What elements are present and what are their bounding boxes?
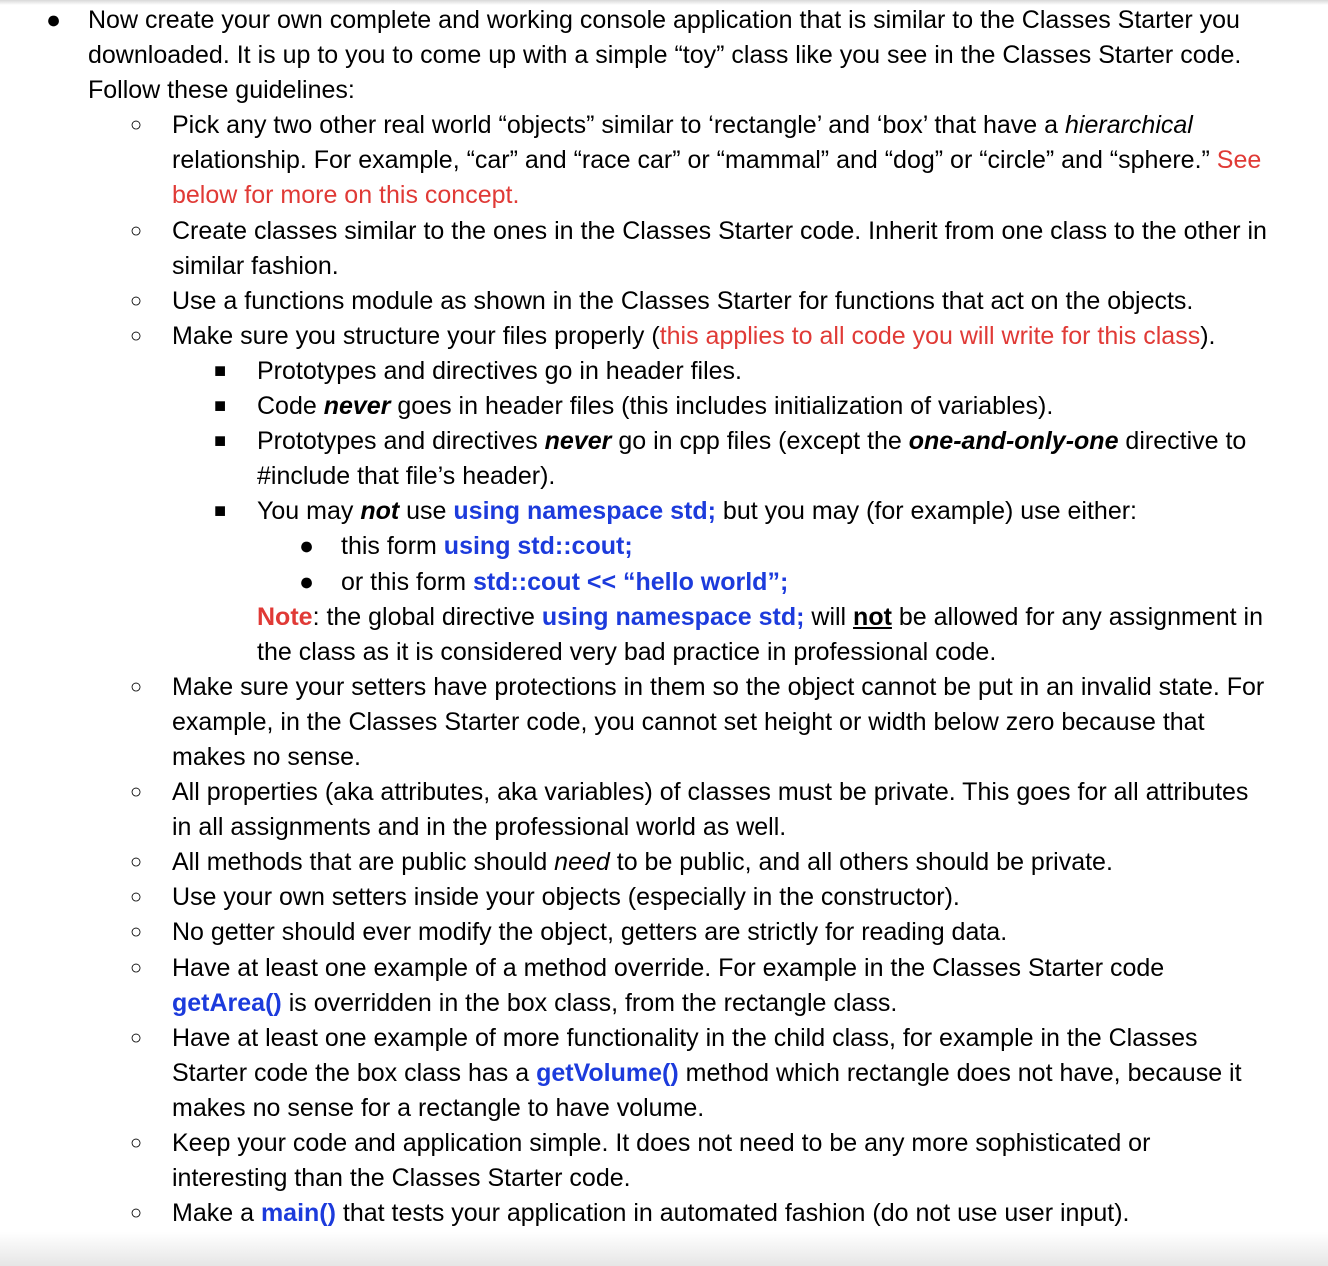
text: No getter should ever modify the object, getters are strictly for reading data. — [172, 918, 1008, 947]
circle-bullet-icon: ○ — [130, 921, 143, 944]
text: : the global directive — [312, 602, 542, 631]
text: Code — [257, 392, 324, 421]
disc-bullet-icon: ● — [299, 567, 315, 596]
circle-bullet-icon: ○ — [130, 1202, 143, 1225]
red-text: See below for more on this concept. — [172, 146, 1262, 210]
circle-bullet-icon: ○ — [130, 1026, 143, 1049]
guideline-child-functionality — [0, 1021, 1272, 1126]
circle-bullet-icon: ○ — [130, 675, 143, 698]
guideline-public-methods — [0, 845, 1272, 880]
red-text: this applies to all code you will write for this class — [659, 321, 1201, 350]
guideline-main-tests — [0, 1196, 1272, 1231]
main-text: Now create your own complete and working console application that is similar to the Classes Starter you downloaded. It is up to you to come up with a simple “toy” class like you see in the Classes Starter code. Follow these guidelines: — [88, 6, 1242, 105]
circle-bullet-icon: ○ — [130, 219, 143, 242]
guideline-setters-protection — [0, 670, 1272, 775]
guideline-pick-objects — [0, 108, 1272, 213]
text: Prototypes and directives — [257, 427, 545, 456]
text: that tests your application in automated fashion (do not use user input). — [335, 1199, 1130, 1228]
text: or this form — [341, 567, 473, 596]
note-paragraph — [0, 600, 1287, 670]
text: use — [399, 497, 454, 526]
disc-bullet-icon: ● — [299, 532, 315, 561]
text: is overridden in the box class, from the rectangle class. — [281, 988, 898, 1017]
code-text: getArea() — [172, 988, 282, 1017]
bold-italic-text: never — [544, 427, 612, 456]
bold-italic-text: not — [360, 497, 400, 526]
text: Use your own setters inside your objects (especially in the constructor). — [172, 883, 960, 912]
guideline-create-classes — [0, 214, 1272, 284]
text: be allowed for any assignment in the class as it is considered very bad practice in professional code. — [257, 602, 1263, 666]
text: but you may (for example) use either: — [715, 497, 1137, 526]
bottom-shadow — [0, 1232, 1328, 1266]
text: ). — [1200, 321, 1216, 350]
text: Keep your code and application simple. It does not need to be any more sophisticated or interesting than the Classes Starter code. — [172, 1129, 1151, 1193]
disc-bullet-icon: ● — [46, 6, 62, 34]
circle-bullet-icon: ○ — [130, 324, 143, 347]
text: Prototypes and directives go in header files. — [257, 356, 742, 385]
circle-bullet-icon: ○ — [130, 956, 143, 979]
bold-italic-text: one-and-only-one — [908, 427, 1119, 456]
text: All properties (aka attributes, aka variables) of classes must be private. This goes for all attributes in all assignments and in the professional world as well. — [172, 778, 1249, 842]
document-body — [0, 3, 1328, 1231]
text: go in cpp files (except the — [611, 427, 909, 456]
circle-bullet-icon: ○ — [130, 289, 143, 312]
code-text: main() — [260, 1199, 336, 1228]
rule-prototypes-never-cpp — [0, 424, 1297, 494]
note-label: Note — [257, 602, 313, 631]
text: method which rectangle does not have, because it makes no sense for a rectangle to have volume. — [172, 1058, 1242, 1122]
circle-bullet-icon: ○ — [130, 851, 143, 874]
text: Have at least one example of a method override. For example in the Classes Starter code — [172, 953, 1165, 982]
rule-code-never-header — [0, 389, 1297, 424]
code-text: std::cout << “hello world”; — [472, 567, 789, 596]
rule-prototypes-header — [0, 354, 1297, 389]
code-text: using namespace std; — [453, 497, 716, 526]
text: Make sure you structure your files properly ( — [172, 321, 660, 350]
italic-text: hierarchical — [1065, 111, 1193, 140]
underlined-text: not — [853, 602, 892, 631]
guideline-own-setters — [0, 880, 1272, 915]
text: to be public, and all others should be private. — [609, 848, 1113, 877]
list-item-main — [0, 3, 1268, 108]
guideline-private-properties — [0, 775, 1272, 845]
code-text: using namespace std; — [541, 602, 805, 631]
text: Pick any two other real world “objects” similar to ‘rectangle’ and ‘box’ that have a — [172, 111, 1066, 140]
text: this form — [341, 532, 444, 561]
text: directive to #include that file’s header). — [257, 427, 1247, 491]
example-using-cout — [0, 529, 1301, 564]
rule-namespace — [0, 494, 1297, 529]
text: will — [804, 602, 854, 631]
text: relationship. For example, “car” and “race car” or “mammal” and “dog” or “circle” and “sphere.” — [172, 146, 1217, 175]
circle-bullet-icon: ○ — [130, 781, 143, 804]
text: Create classes similar to the ones in the Classes Starter code. Inherit from one class to the other in similar fashion. — [172, 216, 1267, 280]
circle-bullet-icon: ○ — [130, 114, 143, 137]
italic-text: need — [554, 848, 610, 877]
guideline-functions-module — [0, 284, 1272, 319]
guideline-keep-simple — [0, 1126, 1272, 1196]
bold-italic-text: never — [323, 392, 391, 421]
circle-bullet-icon: ○ — [130, 886, 143, 909]
square-bullet-icon: ■ — [214, 500, 227, 523]
text: Have at least one example of more functionality in the child class, for example in the Classes Starter code the box class has a — [172, 1023, 1198, 1087]
guideline-getters — [0, 915, 1272, 950]
guideline-method-override — [0, 951, 1272, 1021]
text: Use a functions module as shown in the Classes Starter for functions that act on the objects. — [172, 286, 1194, 315]
code-text: getVolume() — [536, 1058, 679, 1087]
code-text: using std::cout; — [443, 532, 633, 561]
square-bullet-icon: ■ — [214, 359, 227, 382]
guideline-file-structure — [0, 319, 1272, 354]
text: Make a — [172, 1199, 261, 1228]
text: Make sure your setters have protections in them so the object cannot be put in an invalid state. For example, in the Classes Starter code, you cannot set height or width below zero because that makes no sense. — [172, 672, 1265, 771]
square-bullet-icon: ■ — [214, 430, 227, 453]
text: goes in header files (this includes initialization of variables). — [390, 392, 1054, 421]
text: You may — [257, 497, 361, 526]
square-bullet-icon: ■ — [214, 395, 227, 418]
text: All methods that are public should — [172, 848, 555, 877]
circle-bullet-icon: ○ — [130, 1132, 143, 1154]
example-std-cout — [0, 565, 1301, 600]
